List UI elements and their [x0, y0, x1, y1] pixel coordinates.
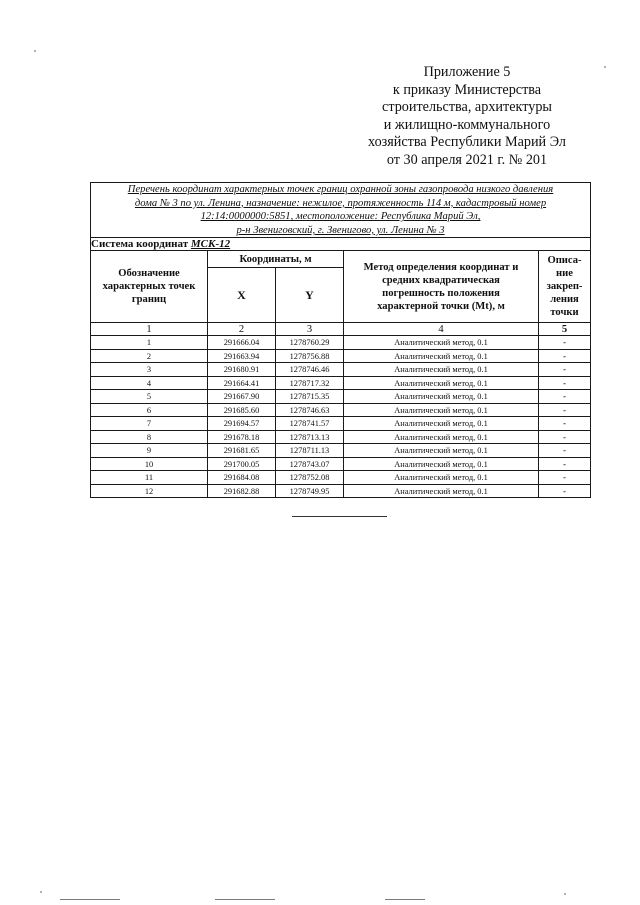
header-description	[539, 251, 591, 323]
column-number: 1	[91, 323, 208, 336]
scan-speck	[564, 893, 566, 895]
table-row	[91, 417, 591, 431]
fixing-description: -	[539, 336, 591, 350]
table-row	[91, 349, 591, 363]
x-coordinate: 291663.94	[208, 349, 276, 363]
method-accuracy: Аналитический метод, 0.1	[344, 363, 539, 377]
point-number: 2	[91, 349, 208, 363]
table-row	[91, 430, 591, 444]
y-coordinate: 1278713.13	[276, 430, 344, 444]
fixing-description: -	[539, 376, 591, 390]
table-row	[91, 471, 591, 485]
x-coordinate: 291667.90	[208, 390, 276, 404]
method-accuracy: Аналитический метод, 0.1	[344, 376, 539, 390]
x-coordinate: 291666.04	[208, 336, 276, 350]
table-body	[91, 336, 591, 498]
table-title-line: Перечень координат характерных точек границ охранной зоны газопровода низкого давления	[127, 184, 554, 195]
column-number: 2	[208, 323, 276, 336]
y-coordinate: 1278749.95	[276, 484, 344, 498]
header-method	[344, 251, 539, 323]
point-number: 5	[91, 390, 208, 404]
point-number: 10	[91, 457, 208, 471]
x-coordinate: 291700.05	[208, 457, 276, 471]
x-coordinate: 291678.18	[208, 430, 276, 444]
y-coordinate: 1278746.46	[276, 363, 344, 377]
header-designation	[91, 251, 208, 323]
y-coordinate: 1278717.32	[276, 376, 344, 390]
table-row	[91, 444, 591, 458]
y-coordinate: 1278756.88	[276, 349, 344, 363]
fixing-description: -	[539, 390, 591, 404]
signature-line	[292, 516, 387, 517]
x-coordinate: 291684.08	[208, 471, 276, 485]
table-title-line: дома № 3 по ул. Ленина, назначение: нежилое, протяженность 114 м, кадастровый номер	[134, 197, 547, 209]
scan-artifact-line	[385, 899, 425, 900]
x-coordinate: 291681.65	[208, 444, 276, 458]
scan-speck	[34, 50, 36, 52]
table-row	[91, 484, 591, 498]
y-coordinate: 1278752.08	[276, 471, 344, 485]
table-row	[91, 376, 591, 390]
table-title-line: 12:14:0000000:5851, местоположение: Республика Марий Эл,	[200, 211, 481, 223]
method-accuracy: Аналитический метод, 0.1	[344, 349, 539, 363]
method-accuracy: Аналитический метод, 0.1	[344, 457, 539, 471]
fixing-description: -	[539, 349, 591, 363]
fixing-description: -	[539, 417, 591, 431]
appendix-line: строительства, архитектуры	[382, 99, 552, 116]
method-accuracy: Аналитический метод, 0.1	[344, 430, 539, 444]
appendix-line: к приказу Министерства	[392, 81, 542, 98]
method-accuracy: Аналитический метод, 0.1	[344, 444, 539, 458]
point-number: 12	[91, 484, 208, 498]
point-number: 1	[91, 336, 208, 350]
appendix-header	[346, 64, 588, 170]
method-accuracy: Аналитический метод, 0.1	[344, 336, 539, 350]
y-coordinate: 1278741.57	[276, 417, 344, 431]
y-coordinate: 1278743.07	[276, 457, 344, 471]
x-coordinate: 291682.88	[208, 484, 276, 498]
table-title-line: р-н Звениговский, г. Звенигово, ул. Ленина № 3	[236, 224, 445, 236]
header-method-label: Метод определения координат и средних квадратическая погрешность положения характерной точки (Mt), м	[363, 261, 519, 312]
point-number: 3	[91, 363, 208, 377]
point-number: 7	[91, 417, 208, 431]
coordinate-system-row	[91, 238, 591, 251]
point-number: 8	[91, 430, 208, 444]
table-title-row	[91, 183, 591, 238]
x-coordinate: 291680.91	[208, 363, 276, 377]
y-coordinate: 1278711.13	[276, 444, 344, 458]
fixing-description: -	[539, 457, 591, 471]
method-accuracy: Аналитический метод, 0.1	[344, 390, 539, 404]
x-coordinate: 291694.57	[208, 417, 276, 431]
coordinate-system-value: МСК-12	[190, 238, 231, 251]
method-accuracy: Аналитический метод, 0.1	[344, 417, 539, 431]
x-coordinate: 291664.41	[208, 376, 276, 390]
appendix-line: и жилищно-коммунального	[383, 116, 551, 133]
method-accuracy: Аналитический метод, 0.1	[344, 471, 539, 485]
table-row	[91, 336, 591, 350]
appendix-line: хозяйства Республики Марий Эл	[368, 134, 566, 151]
x-coordinate: 291685.60	[208, 403, 276, 417]
y-coordinate: 1278746.63	[276, 403, 344, 417]
y-coordinate: 1278760.29	[276, 336, 344, 350]
coordinates-table	[90, 182, 591, 498]
coordinate-system	[91, 238, 591, 251]
scan-speck	[40, 891, 42, 893]
fixing-description: -	[539, 403, 591, 417]
fixing-description: -	[539, 363, 591, 377]
method-accuracy: Аналитический метод, 0.1	[344, 484, 539, 498]
header-coordinates: Координаты, м	[208, 251, 344, 268]
coordinate-system-label: Система координат	[91, 238, 189, 251]
fixing-description: -	[539, 444, 591, 458]
y-coordinate: 1278715.35	[276, 390, 344, 404]
fixing-description: -	[539, 430, 591, 444]
column-number: 4	[344, 323, 539, 336]
appendix-line: Приложение 5	[423, 64, 511, 80]
table-row	[91, 363, 591, 377]
point-number: 11	[91, 471, 208, 485]
header-description-label: Описа- ние закреп- ления точки	[546, 255, 583, 319]
column-number-row	[91, 323, 591, 336]
header-x: X	[208, 268, 276, 323]
point-number: 6	[91, 403, 208, 417]
fixing-description: -	[539, 484, 591, 498]
point-number: 9	[91, 444, 208, 458]
table-row	[91, 403, 591, 417]
table-title	[91, 183, 591, 238]
column-number: 5	[539, 323, 591, 336]
header-y: Y	[276, 268, 344, 323]
scan-speck	[604, 66, 606, 68]
point-number: 4	[91, 376, 208, 390]
scan-artifact-line	[215, 899, 275, 900]
table-row	[91, 457, 591, 471]
scan-artifact-line	[60, 899, 120, 900]
column-number: 3	[276, 323, 344, 336]
table-row	[91, 390, 591, 404]
appendix-line: от 30 апреля 2021 г. № 201	[386, 151, 548, 168]
header-designation-label: Обозначение характерных точек границ	[102, 268, 196, 306]
header-row-1	[91, 251, 591, 268]
method-accuracy: Аналитический метод, 0.1	[344, 403, 539, 417]
fixing-description: -	[539, 471, 591, 485]
